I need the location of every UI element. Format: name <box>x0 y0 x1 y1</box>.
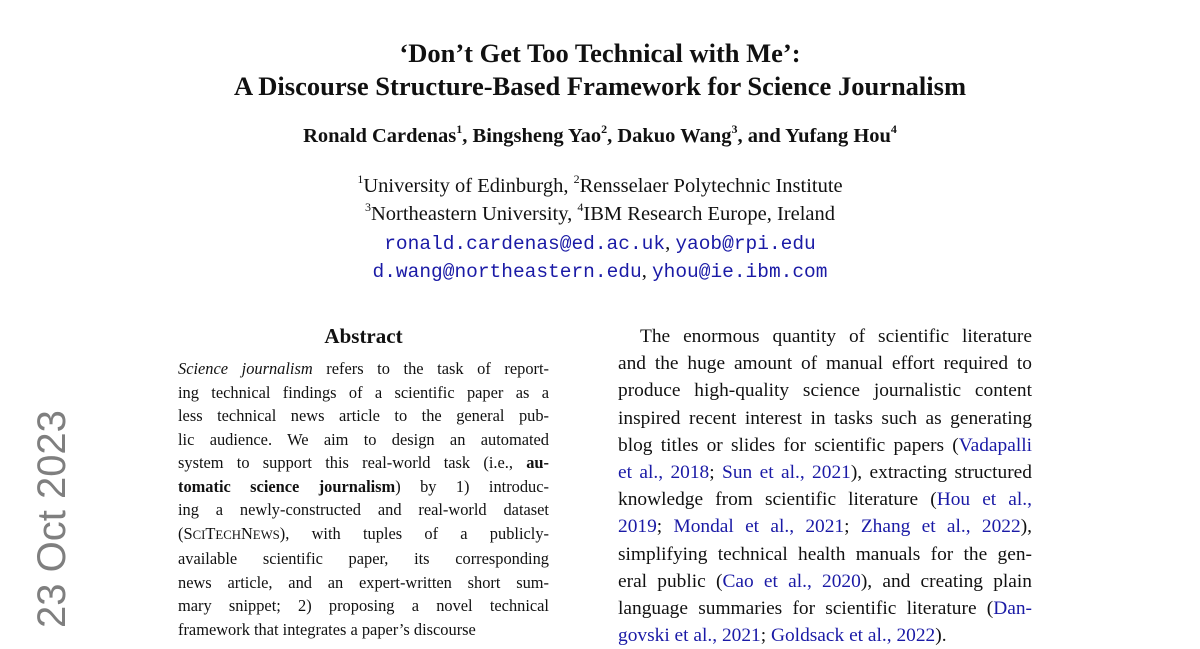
author: Dakuo Wang$^3$ <box>617 122 738 147</box>
abstract-body <box>178 357 549 641</box>
text-run: system to support this real-world task (i.e., <box>178 453 527 472</box>
citation-link[interactable]: govski et al., 2021 <box>618 625 761 647</box>
text-line <box>178 571 549 595</box>
text-run: S <box>183 523 193 543</box>
text-line <box>618 486 1032 513</box>
citation-link[interactable]: Dan- <box>993 598 1032 620</box>
paper-title-line-1: ‘Don’t Get Too Technical with Me’: <box>399 38 801 68</box>
text-run: simplifying technical health manuals for the gen- <box>618 543 1032 565</box>
italic-text: Science journalism <box>178 359 313 378</box>
text-line <box>618 622 1032 649</box>
text-run: inspired recent interest in tasks such as generating <box>618 407 1032 429</box>
text-line <box>178 428 549 452</box>
text-line <box>618 405 1032 432</box>
text-line <box>178 357 549 381</box>
text-run: The enormous quantity of scientific literature <box>640 326 1032 347</box>
paper-title-line-2: A Discourse Structure-Based Framework for Science Journalism <box>233 71 967 101</box>
author: Bingsheng Yao$^2$ <box>472 122 608 147</box>
text-line <box>178 498 549 522</box>
text-run: ; <box>656 516 674 538</box>
text-line <box>178 547 549 571</box>
introduction-paragraph <box>618 323 1032 649</box>
citation-link[interactable]: Cao et al., 2020 <box>722 570 861 592</box>
text-line <box>618 513 1032 540</box>
author: Yufang Hou$^4$ <box>785 122 897 147</box>
text-run: ( <box>178 523 184 543</box>
bold-text: au- <box>526 453 549 472</box>
citation-link[interactable]: Vadapalli <box>958 434 1032 456</box>
text-run: ), and creating plain <box>860 570 1032 592</box>
citation-link[interactable]: Mondal et al., 2021 <box>673 516 845 538</box>
text-line <box>618 595 1032 622</box>
text-line <box>178 404 549 428</box>
text-run: and the huge amount of manual effort required to <box>618 353 1032 375</box>
citation-link[interactable]: Goldsack et al., 2022 <box>770 625 936 647</box>
text-run: produce high-quality science journalistic content <box>618 380 1032 402</box>
text-run: ; <box>709 462 723 484</box>
arxiv-date-stamp: 23 Oct 2023 <box>30 410 74 628</box>
email-link[interactable]: yaob@rpi.edu <box>675 233 816 255</box>
email-line-1: ronald.cardenas@ed.ac.uk, yaob@rpi.edu <box>384 232 816 255</box>
text-run: news article, and an expert-written short sum- <box>178 572 549 592</box>
text-run: ing technical findings of a scientific paper as a <box>178 382 549 402</box>
email-link[interactable]: ronald.cardenas@ed.ac.uk <box>384 233 666 255</box>
text-line <box>178 618 549 642</box>
citation-link[interactable]: Hou et al., <box>936 489 1032 511</box>
citation-link[interactable]: 2019 <box>618 516 657 538</box>
text-run: mary snippet; 2) proposing a novel technical <box>178 596 549 615</box>
text-run: knowledge from scientific literature ( <box>618 489 937 511</box>
text-run: ), <box>1020 516 1032 538</box>
bold-text: tomatic science journalism <box>178 476 396 496</box>
email-link[interactable]: d.wang@northeastern.edu <box>372 261 642 283</box>
text-line <box>178 381 549 405</box>
text-run: ). <box>935 625 947 647</box>
text-line <box>618 541 1032 568</box>
text-run: N <box>240 523 253 543</box>
text-line <box>178 522 549 548</box>
text-run: available scientific paper, its corresponding <box>178 549 549 568</box>
text-line <box>618 323 1032 350</box>
text-line <box>178 451 549 475</box>
email-line-2: d.wang@northeastern.edu, yhou@ie.ibm.com <box>372 260 828 283</box>
text-run: less technical news article to the general pub- <box>178 406 549 425</box>
author: Ronald Cardenas$^1$ <box>303 122 463 147</box>
text-run: eral public ( <box>618 570 723 592</box>
author-list: Ronald Cardenas$^1$, Bingsheng Yao$^2$, Dakuo Wang$^3$, and Yufang Hou$^4$ <box>303 122 897 147</box>
citation-link[interactable]: Zhang et al., 2022 <box>860 516 1021 538</box>
text-line <box>178 475 549 499</box>
text-line <box>618 432 1032 459</box>
text-line <box>618 350 1032 377</box>
text-run: ), with tuples of a publicly- <box>279 523 549 543</box>
text-line <box>618 459 1032 486</box>
text-run: CI <box>192 527 206 542</box>
text-line <box>178 594 549 618</box>
citation-link[interactable]: Sun et al., 2021 <box>722 462 851 484</box>
text-run: ; <box>760 625 771 647</box>
text-run: refers to the task of report- <box>312 359 549 378</box>
text-run: ) by 1) introduc- <box>395 476 549 496</box>
text-run: framework that integrates a paper’s discourse <box>178 619 476 639</box>
email-link[interactable]: yhou@ie.ibm.com <box>651 261 828 283</box>
text-run: T <box>205 523 216 543</box>
text-run: blog titles or slides for scientific papers ( <box>618 434 959 456</box>
text-run: ; <box>844 516 861 538</box>
affiliation-line-2: $^3$Northeastern University, $^4$IBM Research Europe, Ireland <box>364 200 836 225</box>
affiliation-line-1: $^1$University of Edinburgh, $^2$Rensselaer Polytechnic Institute <box>357 172 843 197</box>
text-line <box>618 377 1032 404</box>
text-run: lic audience. We aim to design an automated <box>178 429 549 449</box>
text-line <box>618 568 1032 595</box>
text-run: ), extracting structured <box>850 462 1032 484</box>
text-run: ing a newly-constructed and real-world dataset <box>178 500 549 519</box>
text-run: language summaries for scientific literature ( <box>618 598 994 620</box>
text-run: EWS <box>252 527 280 542</box>
text-run: ECH <box>215 527 241 542</box>
citation-link[interactable]: et al., 2018 <box>618 462 710 484</box>
abstract-heading: Abstract <box>324 324 403 348</box>
